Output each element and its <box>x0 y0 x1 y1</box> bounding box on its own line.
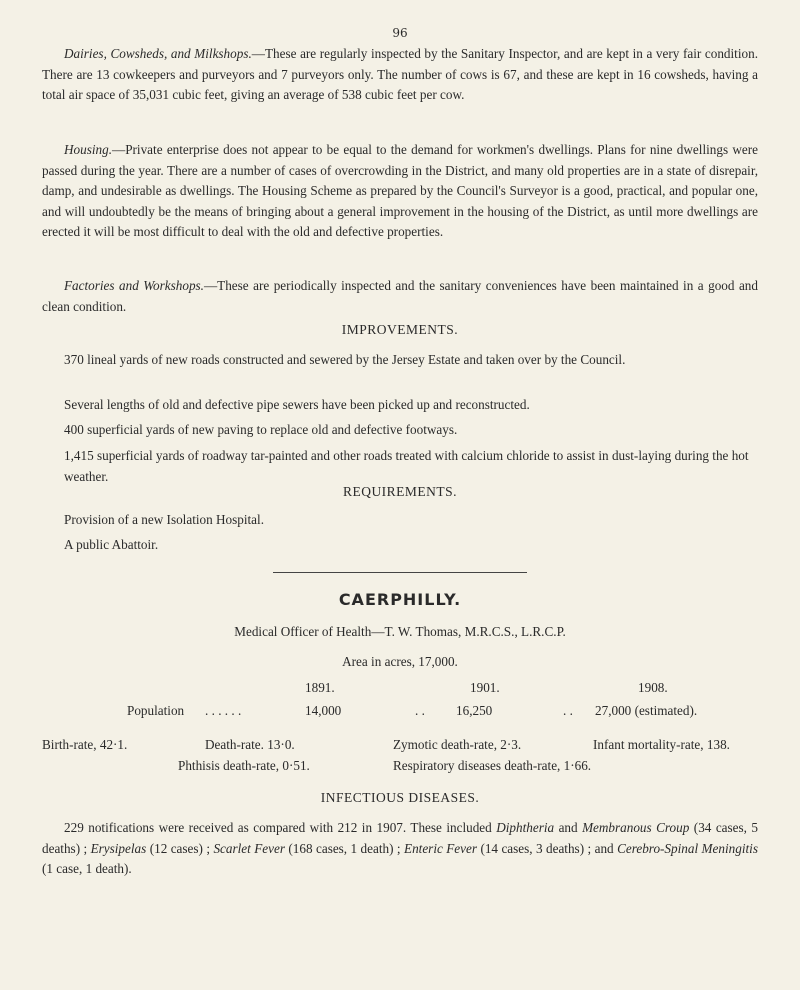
dairies-paragraph <box>42 44 758 106</box>
section-divider <box>273 572 527 573</box>
population-1891: 14,000 <box>305 703 342 718</box>
medical-officer-line: Medical Officer of Health—T. W. Thomas, M.R.C.S., L.R.C.P. <box>234 624 566 639</box>
death-rate: Death-rate. 13·0. <box>205 737 295 752</box>
housing-lead: Housing. <box>64 142 112 157</box>
factories-lead: Factories and Workshops. <box>64 278 204 293</box>
infectious-text-7: (1 case, 1 death). <box>42 861 132 876</box>
population-1908: 27,000 (estimated). <box>595 703 698 718</box>
infectious-paragraph <box>42 818 758 880</box>
requirements-heading: REQUIREMENTS. <box>342 484 458 499</box>
population-1901: 16,250 <box>456 703 493 718</box>
improvement-item-4: 1,415 superficial yards of roadway tar-painted and other roads treated with calcium chloride to assist in dust-laying during the hot weather. <box>64 448 749 484</box>
disease-cerebro-spinal-meningitis: Cerebro-Spinal Meningitis <box>617 840 758 856</box>
phthisis-death-rate: Phthisis death-rate, 0·51. <box>178 758 310 773</box>
housing-paragraph <box>42 140 758 243</box>
year-1908: 1908. <box>638 680 668 695</box>
infectious-text-4: (12 cases) ; <box>146 840 214 856</box>
disease-scarlet-fever: Scarlet Fever <box>213 840 285 856</box>
infectious-text-3: (34 cases, 5 deaths) ; <box>42 820 758 856</box>
housing-text: —Private enterprise does not appear to be equal to the demand for workmen's dwellings. Plans for nine dwellings were passed during the year. There are a number of cases of overcrowding in the District, and many old properties are in a state of disrepair, damp, and undesirable as dwellings. The Housing Scheme as prepared by the Council's Surveyor is a good, practical, and popular one, and will undoubtedly be the means of bringing about a general improvement in the housing of the District, as until more dwellings are erected it will be most difficult to deal with the old and defective properties. <box>42 142 758 239</box>
population-label: Population <box>127 703 185 718</box>
infectious-text-2: and <box>554 820 583 835</box>
infant-mortality-rate: Infant mortality-rate, 138. <box>593 737 730 752</box>
disease-diphtheria: Diphtheria <box>496 820 555 835</box>
year-1891: 1891. <box>305 680 335 695</box>
year-1901: 1901. <box>470 680 500 695</box>
factories-paragraph <box>42 276 758 317</box>
factories-text: —These are periodically inspected and the sanitary conveniences have been maintained in a good and clean condition. <box>42 278 758 314</box>
infectious-text-5: (168 cases, 1 death) ; <box>284 840 405 856</box>
requirement-item-1: Provision of a new Isolation Hospital. <box>64 512 264 527</box>
dairies-text: —These are regularly inspected by the Sanitary Inspector, and are kept in a very fair condition. There are 13 cowkeepers and purveyors and 7 purveyors only. The number of cows is 67, and these are kept in 16 cowsheds, having a total air space of 35,031 cubic feet, giving an average of 538 cubic feet per cow. <box>42 46 758 102</box>
improvement-item-3: 400 superficial yards of new paving to replace old and defective footways. <box>64 422 458 437</box>
district-title: CAERPHILLY. <box>338 590 462 609</box>
area-line: Area in acres, 17,000. <box>342 654 458 669</box>
page-number: 96 <box>392 26 408 40</box>
disease-enteric-fever: Enteric Fever <box>404 840 478 856</box>
population-dots-2: . . <box>415 703 425 718</box>
population-dots-3: . . <box>563 703 573 718</box>
infectious-text-6: (14 cases, 3 deaths) ; and <box>477 840 618 856</box>
infectious-heading: INFECTIOUS DISEASES. <box>320 790 480 805</box>
population-leader-dots: . . . . . . <box>205 703 242 718</box>
dairies-lead: Dairies, Cowsheds, and Milkshops. <box>64 46 252 61</box>
disease-membranous-croup: Membranous Croup <box>582 820 690 835</box>
improvement-item-2: Several lengths of old and defective pipe sewers have been picked up and reconstructed. <box>64 397 530 412</box>
birth-rate: Birth-rate, 42·1. <box>42 737 128 752</box>
improvements-heading: IMPROVEMENTS. <box>341 322 459 337</box>
requirement-item-2: A public Abattoir. <box>64 537 159 552</box>
infectious-text-1: 229 notifications were received as compared with 212 in 1907. These included <box>64 820 497 835</box>
zymotic-death-rate: Zymotic death-rate, 2·3. <box>393 737 522 752</box>
improvement-item-1: 370 lineal yards of new roads constructed and sewered by the Jersey Estate and taken over by the Council. <box>64 352 626 367</box>
respiratory-death-rate: Respiratory diseases death-rate, 1·66. <box>393 758 592 773</box>
disease-erysipelas: Erysipelas <box>90 840 147 856</box>
